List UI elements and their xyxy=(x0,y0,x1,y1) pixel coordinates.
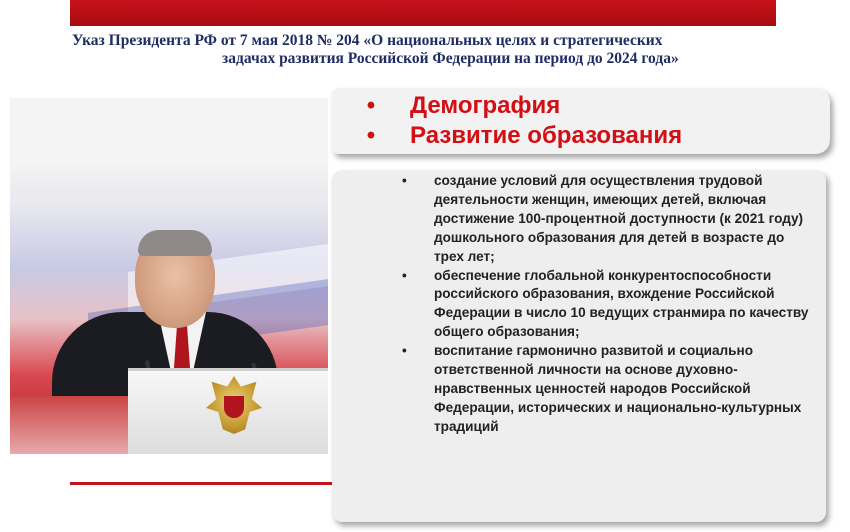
hair xyxy=(138,230,212,256)
emblem-shield xyxy=(224,396,244,418)
bottom-red-line xyxy=(70,482,332,485)
goals-list xyxy=(402,172,812,437)
list-item xyxy=(402,342,812,437)
heading-education xyxy=(332,122,682,150)
list-bullet: • xyxy=(402,343,407,359)
heading-bullet: • xyxy=(366,92,376,119)
podium-side xyxy=(10,396,138,454)
president-photo xyxy=(10,98,328,454)
heading-text: Развитие образования xyxy=(410,122,683,149)
list-bullet: • xyxy=(402,267,407,283)
slide-title xyxy=(72,32,792,68)
title-line-2: задачах развития Российской Федерации на период до 2024 года» xyxy=(222,50,679,67)
headings-box xyxy=(332,88,830,154)
heading-text: Демография xyxy=(410,92,561,119)
heading-demography xyxy=(332,92,560,120)
heading-bullet: • xyxy=(366,122,376,149)
goals-box xyxy=(332,170,826,522)
list-item-text: создание условий для осуществления трудовой деятельности женщин, имеющих детей, включая достижение 100-процентной доступности (к 2021 году) дошкольного образования для детей в возрасте до трех лет; xyxy=(434,173,804,264)
list-bullet: • xyxy=(402,173,407,188)
list-item xyxy=(402,267,812,343)
list-item xyxy=(402,172,812,267)
top-red-bar xyxy=(70,0,776,26)
title-line-1: Указ Президента РФ от 7 мая 2018 № 204 «О национальных целях и стратегических xyxy=(72,32,663,49)
list-item-text: обеспечение глобальной конкурентоспособности российского образования, вхождение Российской Федерации в число 10 ведущих странмира по качеству общего образования; xyxy=(434,267,809,340)
list-item-text: воспитание гармонично развитой и социально ответственной личности на основе духовно-нравственных ценностей народов Российской Федерации, исторических и национально-культурных традиций xyxy=(434,343,802,434)
